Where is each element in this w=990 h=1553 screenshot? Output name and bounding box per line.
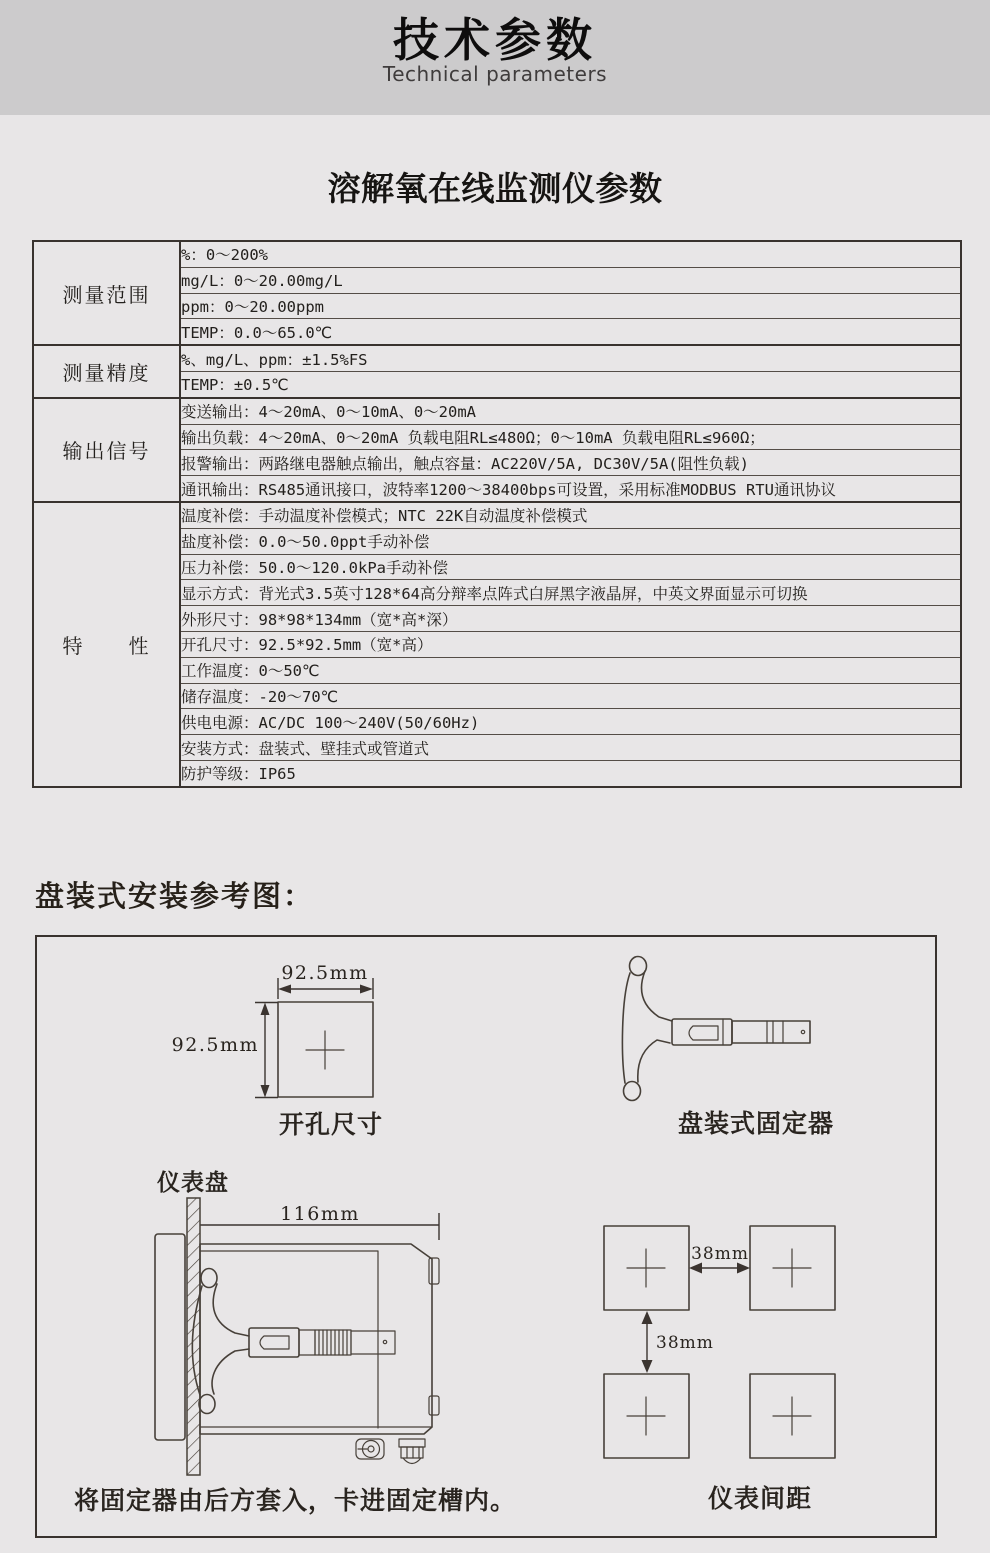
installation-diagram — [37, 937, 935, 1536]
spec-group — [33, 345, 961, 398]
spec-group — [33, 502, 961, 787]
panel-mount-side-view — [74, 1169, 516, 1515]
cutout-width-dimension: 92.5mm — [281, 962, 369, 984]
spec-value: 输出负载：4～20mA、0～20mA 负载电阻RL≤480Ω；0～10mA 负载电阻RL≤960Ω； — [180, 424, 961, 450]
instrument-bezel — [155, 1234, 185, 1440]
panel-label: 仪表盘 — [157, 1170, 229, 1196]
spec-table — [32, 240, 962, 788]
spacing-v-dimension: 38mm — [656, 1333, 714, 1353]
cutout-caption: 开孔尺寸 — [278, 1110, 384, 1139]
instrument-body — [200, 1244, 432, 1434]
cutout-diagram — [172, 962, 383, 1139]
spec-group — [33, 398, 961, 502]
spec-value: 变送输出：4～20mA、0～10mA、0～20mA — [180, 398, 961, 424]
diagram-box — [35, 935, 937, 1538]
spec-value: 工作温度：0～50℃ — [180, 657, 961, 683]
fixer-drawing — [622, 957, 834, 1139]
spec-value: TEMP：0.0～65.0℃ — [180, 319, 961, 345]
header-banner — [0, 0, 990, 115]
spec-value: 通讯输出：RS485通讯接口，波特率1200～38400bps可设置，采用标准MODBUS RTU通讯协议 — [180, 476, 961, 502]
spec-value: 防护等级：IP65 — [180, 760, 961, 786]
diagram-heading: 盘装式安装参考图： — [35, 879, 315, 913]
spacing-caption: 仪表间距 — [707, 1484, 813, 1513]
page-subtitle: Technical parameters — [382, 62, 608, 86]
spec-row — [33, 241, 961, 267]
spec-group-label: 测量精度 — [33, 345, 180, 398]
spec-value: 报警输出：两路继电器触点输出，触点容量：AC220V/5A, DC30V/5A(阻性负载) — [180, 450, 961, 476]
spec-group — [33, 241, 961, 345]
spec-value: ppm：0～20.00ppm — [180, 293, 961, 319]
spec-value: 盐度补偿：0.0～50.0ppt手动补偿 — [180, 528, 961, 554]
spec-group-label: 测量范围 — [33, 241, 180, 345]
cutout-height-dimension: 92.5mm — [171, 1034, 259, 1056]
spec-group-label: 特 性 — [33, 502, 180, 787]
spec-row — [33, 398, 961, 424]
spec-value: 储存温度：-20～70℃ — [180, 683, 961, 709]
spec-value: 供电电源：AC/DC 100～240V(50/60Hz) — [180, 709, 961, 735]
depth-dimension: 116mm — [280, 1203, 360, 1225]
spec-value: 安装方式：盘装式、壁挂式或管道式 — [180, 735, 961, 761]
cutout-center-cross — [306, 1031, 344, 1069]
spec-row — [33, 502, 961, 528]
spec-value: 开孔尺寸：92.5*92.5mm（宽*高） — [180, 631, 961, 657]
spec-group-label: 输出信号 — [33, 398, 180, 502]
spec-value: 压力补偿：50.0～120.0kPa手动补偿 — [180, 554, 961, 580]
mounting-instruction: 将固定器由后方套入，卡进固定槽内。 — [73, 1486, 517, 1515]
spec-value: 外形尺寸：98*98*134mm（宽*高*深） — [180, 606, 961, 632]
spec-value: 显示方式：背光式3.5英寸128*64高分辩率点阵式白屏黑字液晶屏，中英文界面显示可切换 — [180, 580, 961, 606]
page-title: 技术参数 — [393, 13, 597, 67]
spec-value: %、mg/L、ppm：±1.5%FS — [180, 345, 961, 371]
spec-value: mg/L：0～20.00mg/L — [180, 267, 961, 293]
spec-row — [33, 345, 961, 371]
fixer-caption: 盘装式固定器 — [677, 1109, 835, 1138]
spec-value: %：0～200% — [180, 241, 961, 267]
spec-value: 温度补偿：手动温度补偿模式；NTC 22K自动温度补偿模式 — [180, 502, 961, 528]
spec-value: TEMP：±0.5℃ — [180, 371, 961, 397]
section-title: 溶解氧在线监测仪参数 — [327, 169, 663, 208]
spacing-diagram — [604, 1226, 835, 1513]
spacing-h-dimension: 38mm — [691, 1244, 749, 1264]
